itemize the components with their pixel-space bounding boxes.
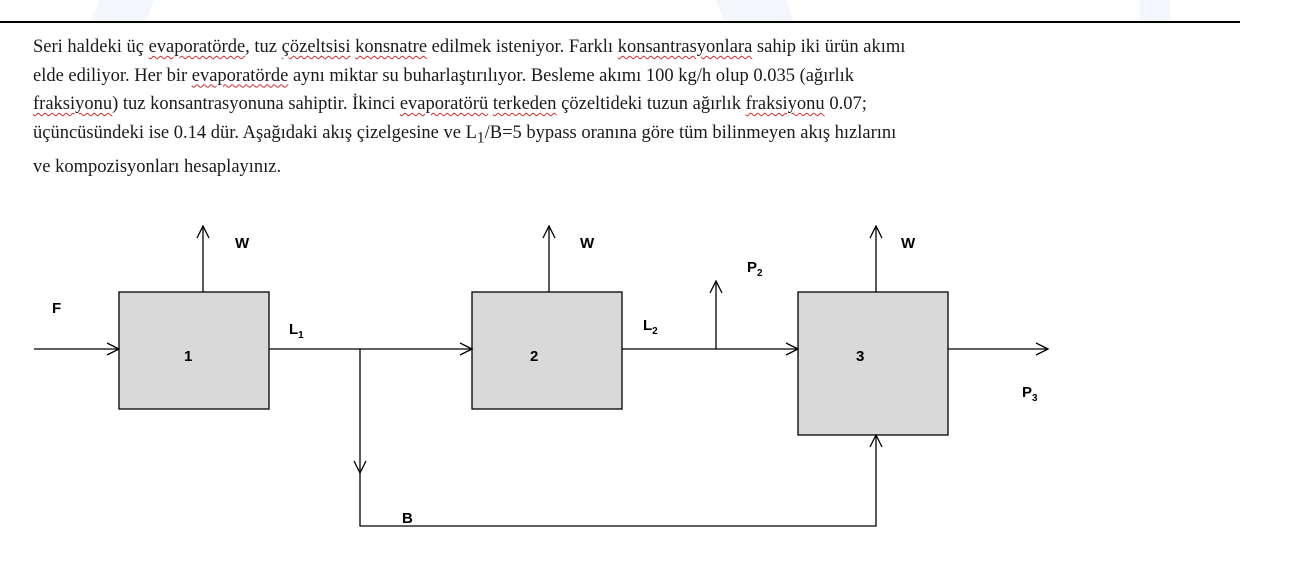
water-label-2: W — [580, 235, 595, 252]
problem-statement — [33, 33, 1258, 182]
watermark-shape — [716, 0, 794, 22]
text-line — [33, 119, 1258, 153]
evaporator-1-box — [119, 292, 269, 409]
text-segment: ) tuz konsantrasyonuna sahiptir. İkinci — [112, 94, 400, 115]
text-segment: aynı miktar su buharlaştırılıyor. Besleme akımı 100 kg/h olup 0.035 (ağırlık — [288, 65, 855, 86]
text-segment: üçüncüsündeki ise 0.14 dür. Aşağıdaki akış çizelgesine ve L — [33, 122, 477, 143]
misspelled-word: evaporatörde — [148, 37, 246, 57]
text-segment: edilmek isteniyor. Farklı — [427, 37, 618, 57]
unit-2-label: 2 — [530, 348, 539, 365]
p2-label: $P_2$ — [747, 259, 763, 279]
watermark-shape — [91, 0, 154, 22]
text-segment: sahip iki ürün akımı — [752, 37, 906, 57]
misspelled-word: terkeden — [492, 94, 557, 115]
text-line — [33, 33, 1258, 62]
evaporator-2-box — [472, 292, 622, 409]
misspelled-word: konsantrasyonlara — [617, 37, 753, 57]
misspelled-word: fraksiyonu — [33, 94, 113, 115]
top-rule — [0, 21, 1240, 23]
text-line — [33, 153, 1258, 182]
text-segment: Seri haldeki üç — [33, 37, 149, 57]
subscript: 1 — [476, 129, 485, 147]
water-label-1: W — [235, 235, 250, 252]
p3-label: $P_3$ — [1022, 384, 1038, 404]
bypass-label: B — [402, 510, 413, 527]
text-segment: , tuz — [245, 37, 282, 57]
misspelled-word: çözeltsisi — [281, 37, 351, 57]
evaporator-3-box — [798, 292, 948, 435]
misspelled-word: evaporatörü — [399, 94, 489, 115]
unit-1-label: 1 — [184, 348, 193, 365]
text-line — [33, 90, 1258, 119]
bypass-line — [360, 435, 876, 526]
l2-label: $L_2$ — [643, 317, 658, 337]
water-label-3: W — [901, 235, 916, 252]
text-line — [33, 62, 1258, 91]
text-segment: /B=5 bypass oranına göre tüm bilinmeyen akış hızlarını — [484, 122, 897, 143]
feed-label: F — [52, 300, 62, 317]
text-segment: çözeltideki tuzun ağırlık — [556, 94, 746, 115]
l1-label: $L_1$ — [289, 321, 304, 341]
text-segment: elde ediliyor. Her bir — [33, 65, 192, 86]
text-segment: 0.07; — [824, 94, 867, 115]
misspelled-word: evaporatörde — [191, 65, 289, 86]
flow-diagram — [0, 200, 1290, 564]
text-segment: ve kompozisyonları hesaplayınız. — [33, 157, 282, 178]
watermark-shape — [1140, 0, 1170, 22]
misspelled-word: konsnatre — [355, 37, 428, 57]
unit-3-label: 3 — [856, 348, 865, 365]
misspelled-word: fraksiyonu — [745, 94, 825, 115]
